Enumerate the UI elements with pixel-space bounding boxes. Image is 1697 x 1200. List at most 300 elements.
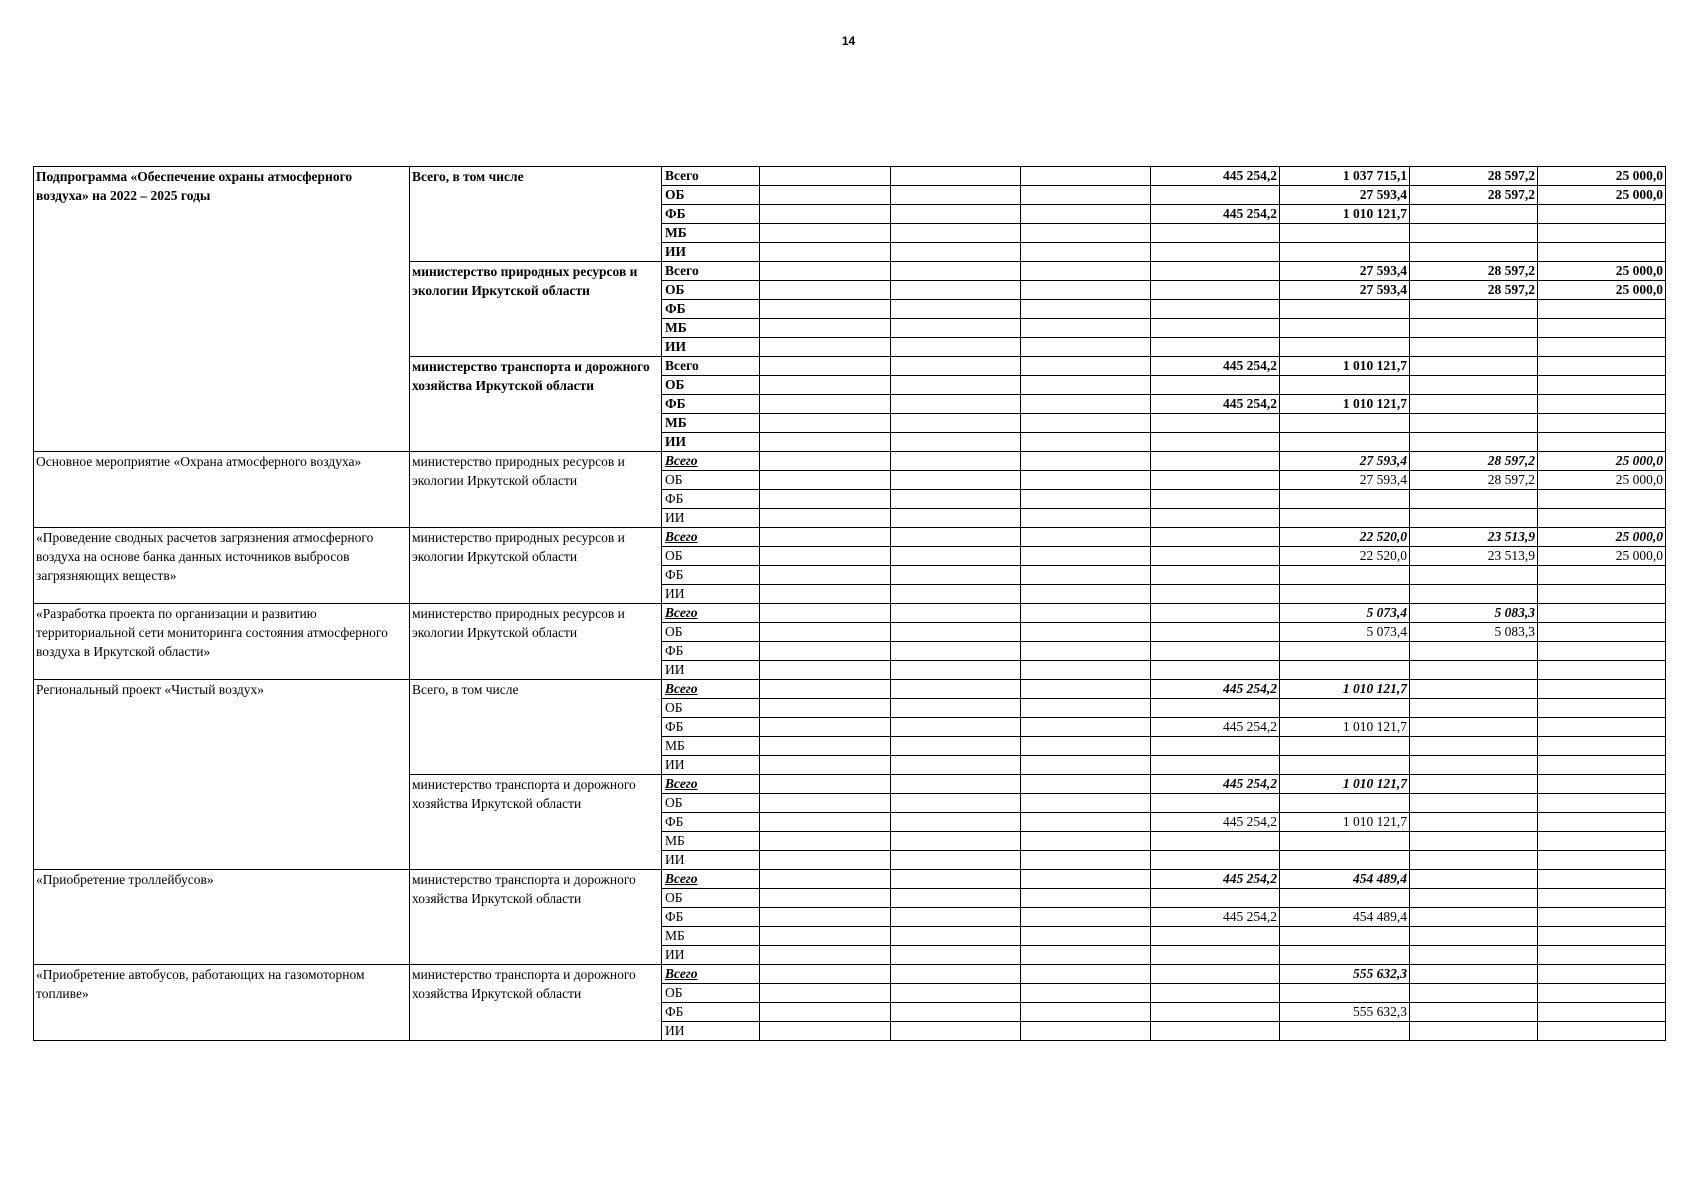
amount-cell: [891, 699, 1021, 718]
funding-source-cell: ФБ: [662, 1003, 760, 1022]
amount-cell: 27 593,4: [1280, 471, 1410, 490]
amount-cell: 25 000,0: [1538, 262, 1666, 281]
amount-cell: [891, 262, 1021, 281]
amount-cell: [1021, 509, 1151, 528]
funding-source-cell: ФБ: [662, 395, 760, 414]
funding-source-cell: ОБ: [662, 984, 760, 1003]
amount-cell: 5 073,4: [1280, 604, 1410, 623]
amount-cell: [1021, 642, 1151, 661]
amount-cell: 28 597,2: [1410, 262, 1538, 281]
funding-source-cell: ИИ: [662, 756, 760, 775]
amount-cell: [760, 281, 891, 300]
amount-cell: [1410, 300, 1538, 319]
program-name-cell: Региональный проект «Чистый воздух»: [34, 680, 410, 870]
amount-cell: 23 513,9: [1410, 547, 1538, 566]
amount-cell: [760, 737, 891, 756]
amount-cell: [1538, 509, 1666, 528]
amount-cell: 22 520,0: [1280, 547, 1410, 566]
amount-cell: [891, 300, 1021, 319]
amount-cell: [1151, 642, 1280, 661]
amount-cell: [1280, 794, 1410, 813]
amount-cell: [1021, 984, 1151, 1003]
table-group: [34, 680, 1666, 870]
amount-cell: 5 073,4: [1280, 623, 1410, 642]
amount-cell: 445 254,2: [1151, 680, 1280, 699]
amount-cell: [1021, 566, 1151, 585]
amount-cell: [1151, 528, 1280, 547]
amount-cell: [1538, 661, 1666, 680]
amount-cell: [1151, 585, 1280, 604]
amount-cell: 445 254,2: [1151, 395, 1280, 414]
amount-cell: [891, 851, 1021, 870]
amount-cell: [1021, 851, 1151, 870]
amount-cell: [1410, 357, 1538, 376]
amount-cell: [1021, 452, 1151, 471]
amount-cell: [891, 186, 1021, 205]
amount-cell: [1021, 528, 1151, 547]
amount-cell: [1538, 813, 1666, 832]
executor-cell: Всего, в том числе: [410, 167, 662, 262]
table-row: [34, 528, 1666, 547]
amount-cell: [1280, 433, 1410, 452]
table-row: [34, 870, 1666, 889]
amount-cell: [760, 547, 891, 566]
funding-source-cell: ОБ: [662, 186, 760, 205]
amount-cell: [1021, 794, 1151, 813]
amount-cell: [1538, 490, 1666, 509]
amount-cell: [1280, 946, 1410, 965]
amount-cell: [1538, 737, 1666, 756]
funding-source-cell: ИИ: [662, 851, 760, 870]
amount-cell: [1410, 889, 1538, 908]
amount-cell: 445 254,2: [1151, 718, 1280, 737]
table-row: [34, 604, 1666, 623]
amount-cell: 27 593,4: [1280, 452, 1410, 471]
amount-cell: [1538, 794, 1666, 813]
amount-cell: [760, 661, 891, 680]
amount-cell: [1021, 471, 1151, 490]
funding-source-cell: ИИ: [662, 661, 760, 680]
funding-source-cell: ОБ: [662, 794, 760, 813]
amount-cell: [760, 851, 891, 870]
amount-cell: [1021, 490, 1151, 509]
amount-cell: [760, 471, 891, 490]
amount-cell: 27 593,4: [1280, 186, 1410, 205]
amount-cell: [1410, 946, 1538, 965]
amount-cell: [1538, 585, 1666, 604]
amount-cell: [1151, 604, 1280, 623]
amount-cell: [1538, 566, 1666, 585]
amount-cell: [891, 414, 1021, 433]
amount-cell: [760, 680, 891, 699]
amount-cell: [1021, 813, 1151, 832]
amount-cell: [1280, 490, 1410, 509]
amount-cell: 25 000,0: [1538, 528, 1666, 547]
amount-cell: [1021, 357, 1151, 376]
amount-cell: [1410, 927, 1538, 946]
amount-cell: [891, 319, 1021, 338]
amount-cell: [1280, 300, 1410, 319]
funding-source-cell: МБ: [662, 414, 760, 433]
amount-cell: [1280, 224, 1410, 243]
amount-cell: [1280, 756, 1410, 775]
funding-source-cell: ИИ: [662, 243, 760, 262]
amount-cell: [760, 338, 891, 357]
amount-cell: [1410, 737, 1538, 756]
amount-cell: [760, 224, 891, 243]
amount-cell: [1410, 870, 1538, 889]
program-name-cell: Подпрограмма «Обеспечение охраны атмосферного воздуха» на 2022 – 2025 годы: [34, 167, 410, 452]
amount-cell: [1021, 661, 1151, 680]
amount-cell: [1410, 756, 1538, 775]
amount-cell: [1538, 376, 1666, 395]
amount-cell: [891, 281, 1021, 300]
amount-cell: [1151, 509, 1280, 528]
amount-cell: [1538, 870, 1666, 889]
funding-source-cell: МБ: [662, 832, 760, 851]
amount-cell: 28 597,2: [1410, 471, 1538, 490]
amount-cell: [760, 186, 891, 205]
funding-source-cell: Всего: [662, 528, 760, 547]
amount-cell: [1280, 661, 1410, 680]
amount-cell: 445 254,2: [1151, 205, 1280, 224]
amount-cell: [1151, 262, 1280, 281]
amount-cell: [760, 566, 891, 585]
executor-cell: Всего, в том числе: [410, 680, 662, 775]
funding-source-cell: ОБ: [662, 376, 760, 395]
amount-cell: [891, 566, 1021, 585]
funding-source-cell: Всего: [662, 870, 760, 889]
funding-source-cell: Всего: [662, 965, 760, 984]
amount-cell: [1151, 224, 1280, 243]
amount-cell: [1538, 357, 1666, 376]
funding-source-cell: ФБ: [662, 300, 760, 319]
amount-cell: [760, 984, 891, 1003]
amount-cell: [1151, 851, 1280, 870]
funding-source-cell: ФБ: [662, 490, 760, 509]
amount-cell: [891, 889, 1021, 908]
amount-cell: [1410, 376, 1538, 395]
amount-cell: [1021, 186, 1151, 205]
amount-cell: [1410, 832, 1538, 851]
amount-cell: [891, 908, 1021, 927]
amount-cell: [1021, 718, 1151, 737]
amount-cell: [1538, 699, 1666, 718]
amount-cell: [1021, 832, 1151, 851]
amount-cell: [1021, 908, 1151, 927]
amount-cell: [760, 794, 891, 813]
amount-cell: [1151, 300, 1280, 319]
amount-cell: [760, 1022, 891, 1041]
amount-cell: [891, 452, 1021, 471]
amount-cell: [760, 243, 891, 262]
amount-cell: [1538, 319, 1666, 338]
amount-cell: [1538, 927, 1666, 946]
amount-cell: [1021, 414, 1151, 433]
amount-cell: [1151, 490, 1280, 509]
amount-cell: [1410, 699, 1538, 718]
amount-cell: [1538, 205, 1666, 224]
amount-cell: [1280, 851, 1410, 870]
amount-cell: [1151, 984, 1280, 1003]
amount-cell: [760, 490, 891, 509]
amount-cell: 27 593,4: [1280, 262, 1410, 281]
amount-cell: [891, 984, 1021, 1003]
budget-table: [33, 166, 1666, 1041]
amount-cell: [1151, 414, 1280, 433]
amount-cell: [891, 661, 1021, 680]
amount-cell: [1410, 661, 1538, 680]
amount-cell: [1410, 984, 1538, 1003]
amount-cell: [891, 870, 1021, 889]
amount-cell: [1021, 585, 1151, 604]
program-name-cell: «Разработка проекта по организации и развитию территориальной сети мониторинга состояния атмосферного воздуха в Иркутской области»: [34, 604, 410, 680]
executor-cell: министерство транспорта и дорожного хозяйства Иркутской области: [410, 965, 662, 1041]
amount-cell: [1538, 908, 1666, 927]
amount-cell: [1151, 281, 1280, 300]
amount-cell: [1410, 680, 1538, 699]
amount-cell: [1021, 870, 1151, 889]
amount-cell: 1 010 121,7: [1280, 357, 1410, 376]
amount-cell: [1151, 1022, 1280, 1041]
amount-cell: [891, 395, 1021, 414]
amount-cell: [1280, 376, 1410, 395]
amount-cell: [760, 452, 891, 471]
amount-cell: [1280, 832, 1410, 851]
amount-cell: [760, 813, 891, 832]
amount-cell: [760, 604, 891, 623]
amount-cell: [1151, 566, 1280, 585]
table-group: [34, 528, 1666, 604]
amount-cell: [1280, 699, 1410, 718]
amount-cell: [1021, 243, 1151, 262]
amount-cell: [1021, 889, 1151, 908]
amount-cell: [1410, 1022, 1538, 1041]
table-group: [34, 965, 1666, 1041]
amount-cell: [760, 414, 891, 433]
amount-cell: [1538, 756, 1666, 775]
funding-source-cell: ИИ: [662, 585, 760, 604]
amount-cell: [1021, 281, 1151, 300]
amount-cell: [891, 718, 1021, 737]
amount-cell: [1151, 186, 1280, 205]
amount-cell: [1151, 832, 1280, 851]
amount-cell: [1410, 490, 1538, 509]
amount-cell: [760, 433, 891, 452]
amount-cell: [760, 1003, 891, 1022]
funding-source-cell: ФБ: [662, 205, 760, 224]
funding-source-cell: ОБ: [662, 699, 760, 718]
amount-cell: [1538, 338, 1666, 357]
amount-cell: 1 010 121,7: [1280, 813, 1410, 832]
funding-source-cell: ФБ: [662, 566, 760, 585]
amount-cell: [1538, 965, 1666, 984]
amount-cell: [1021, 319, 1151, 338]
amount-cell: 25 000,0: [1538, 471, 1666, 490]
amount-cell: 445 254,2: [1151, 813, 1280, 832]
amount-cell: [760, 395, 891, 414]
amount-cell: [1021, 395, 1151, 414]
amount-cell: [891, 338, 1021, 357]
amount-cell: 5 083,3: [1410, 623, 1538, 642]
amount-cell: [1538, 851, 1666, 870]
amount-cell: [891, 357, 1021, 376]
funding-source-cell: ОБ: [662, 547, 760, 566]
amount-cell: [1021, 756, 1151, 775]
amount-cell: [891, 376, 1021, 395]
amount-cell: [1280, 737, 1410, 756]
amount-cell: [1021, 300, 1151, 319]
amount-cell: [760, 357, 891, 376]
amount-cell: [760, 376, 891, 395]
amount-cell: [760, 262, 891, 281]
funding-source-cell: МБ: [662, 927, 760, 946]
table-group: [34, 452, 1666, 528]
amount-cell: [1410, 205, 1538, 224]
amount-cell: [891, 471, 1021, 490]
amount-cell: [760, 946, 891, 965]
table-group: [34, 604, 1666, 680]
amount-cell: [1021, 547, 1151, 566]
amount-cell: 1 037 715,1: [1280, 167, 1410, 186]
amount-cell: [1151, 794, 1280, 813]
amount-cell: 445 254,2: [1151, 167, 1280, 186]
amount-cell: [1410, 414, 1538, 433]
funding-source-cell: МБ: [662, 737, 760, 756]
table-row: [34, 680, 1666, 699]
amount-cell: [891, 1003, 1021, 1022]
amount-cell: 25 000,0: [1538, 281, 1666, 300]
amount-cell: [760, 927, 891, 946]
amount-cell: [1021, 433, 1151, 452]
amount-cell: [1151, 243, 1280, 262]
amount-cell: [891, 775, 1021, 794]
amount-cell: [1021, 262, 1151, 281]
amount-cell: 25 000,0: [1538, 167, 1666, 186]
amount-cell: 555 632,3: [1280, 1003, 1410, 1022]
amount-cell: [1538, 243, 1666, 262]
amount-cell: [1021, 680, 1151, 699]
amount-cell: 445 254,2: [1151, 357, 1280, 376]
amount-cell: 445 254,2: [1151, 870, 1280, 889]
amount-cell: [760, 509, 891, 528]
amount-cell: [1151, 452, 1280, 471]
amount-cell: [1151, 927, 1280, 946]
amount-cell: [891, 1022, 1021, 1041]
amount-cell: [1280, 889, 1410, 908]
amount-cell: [1410, 965, 1538, 984]
amount-cell: [760, 718, 891, 737]
amount-cell: [1410, 243, 1538, 262]
amount-cell: 28 597,2: [1410, 452, 1538, 471]
executor-cell: министерство природных ресурсов и экологии Иркутской области: [410, 604, 662, 680]
amount-cell: [760, 756, 891, 775]
amount-cell: [891, 585, 1021, 604]
amount-cell: [891, 946, 1021, 965]
amount-cell: [891, 224, 1021, 243]
funding-source-cell: Всего: [662, 680, 760, 699]
amount-cell: [891, 547, 1021, 566]
program-name-cell: «Приобретение автобусов, работающих на газомоторном топливе»: [34, 965, 410, 1041]
amount-cell: [1538, 946, 1666, 965]
amount-cell: [1538, 300, 1666, 319]
amount-cell: [891, 167, 1021, 186]
amount-cell: [891, 642, 1021, 661]
amount-cell: [1021, 623, 1151, 642]
amount-cell: [891, 623, 1021, 642]
amount-cell: [1410, 319, 1538, 338]
amount-cell: [891, 813, 1021, 832]
amount-cell: 1 010 121,7: [1280, 775, 1410, 794]
table-group: [34, 167, 1666, 452]
funding-source-cell: ФБ: [662, 813, 760, 832]
funding-source-cell: ИИ: [662, 433, 760, 452]
amount-cell: 1 010 121,7: [1280, 680, 1410, 699]
amount-cell: [1021, 699, 1151, 718]
amount-cell: [760, 319, 891, 338]
amount-cell: [891, 490, 1021, 509]
amount-cell: [891, 243, 1021, 262]
amount-cell: 555 632,3: [1280, 965, 1410, 984]
amount-cell: 28 597,2: [1410, 281, 1538, 300]
amount-cell: [1538, 1022, 1666, 1041]
amount-cell: [1410, 718, 1538, 737]
amount-cell: [1151, 699, 1280, 718]
amount-cell: 25 000,0: [1538, 452, 1666, 471]
funding-source-cell: ОБ: [662, 889, 760, 908]
funding-source-cell: ИИ: [662, 338, 760, 357]
amount-cell: [760, 167, 891, 186]
amount-cell: [1280, 1022, 1410, 1041]
amount-cell: [1280, 984, 1410, 1003]
amount-cell: [891, 509, 1021, 528]
amount-cell: [1410, 908, 1538, 927]
amount-cell: [1280, 319, 1410, 338]
funding-source-cell: ИИ: [662, 509, 760, 528]
amount-cell: 23 513,9: [1410, 528, 1538, 547]
amount-cell: 28 597,2: [1410, 167, 1538, 186]
funding-source-cell: Всего: [662, 167, 760, 186]
amount-cell: [1410, 224, 1538, 243]
amount-cell: 27 593,4: [1280, 281, 1410, 300]
table-row: [34, 452, 1666, 471]
executor-cell: министерство природных ресурсов и экологии Иркутской области: [410, 452, 662, 528]
amount-cell: [1410, 433, 1538, 452]
amount-cell: [1538, 775, 1666, 794]
amount-cell: [760, 870, 891, 889]
amount-cell: [1021, 1003, 1151, 1022]
amount-cell: [760, 585, 891, 604]
funding-source-cell: ОБ: [662, 623, 760, 642]
funding-source-cell: ФБ: [662, 642, 760, 661]
amount-cell: [1410, 509, 1538, 528]
table-row: [34, 167, 1666, 186]
amount-cell: [891, 528, 1021, 547]
amount-cell: [1538, 889, 1666, 908]
amount-cell: [760, 642, 891, 661]
funding-source-cell: ИИ: [662, 1022, 760, 1041]
amount-cell: [1538, 414, 1666, 433]
funding-source-cell: Всего: [662, 452, 760, 471]
amount-cell: 5 083,3: [1410, 604, 1538, 623]
amount-cell: [1021, 927, 1151, 946]
amount-cell: [1538, 1003, 1666, 1022]
amount-cell: 28 597,2: [1410, 186, 1538, 205]
page-number: 14: [841, 34, 856, 48]
amount-cell: [891, 205, 1021, 224]
amount-cell: [1538, 395, 1666, 414]
funding-source-cell: Всего: [662, 357, 760, 376]
